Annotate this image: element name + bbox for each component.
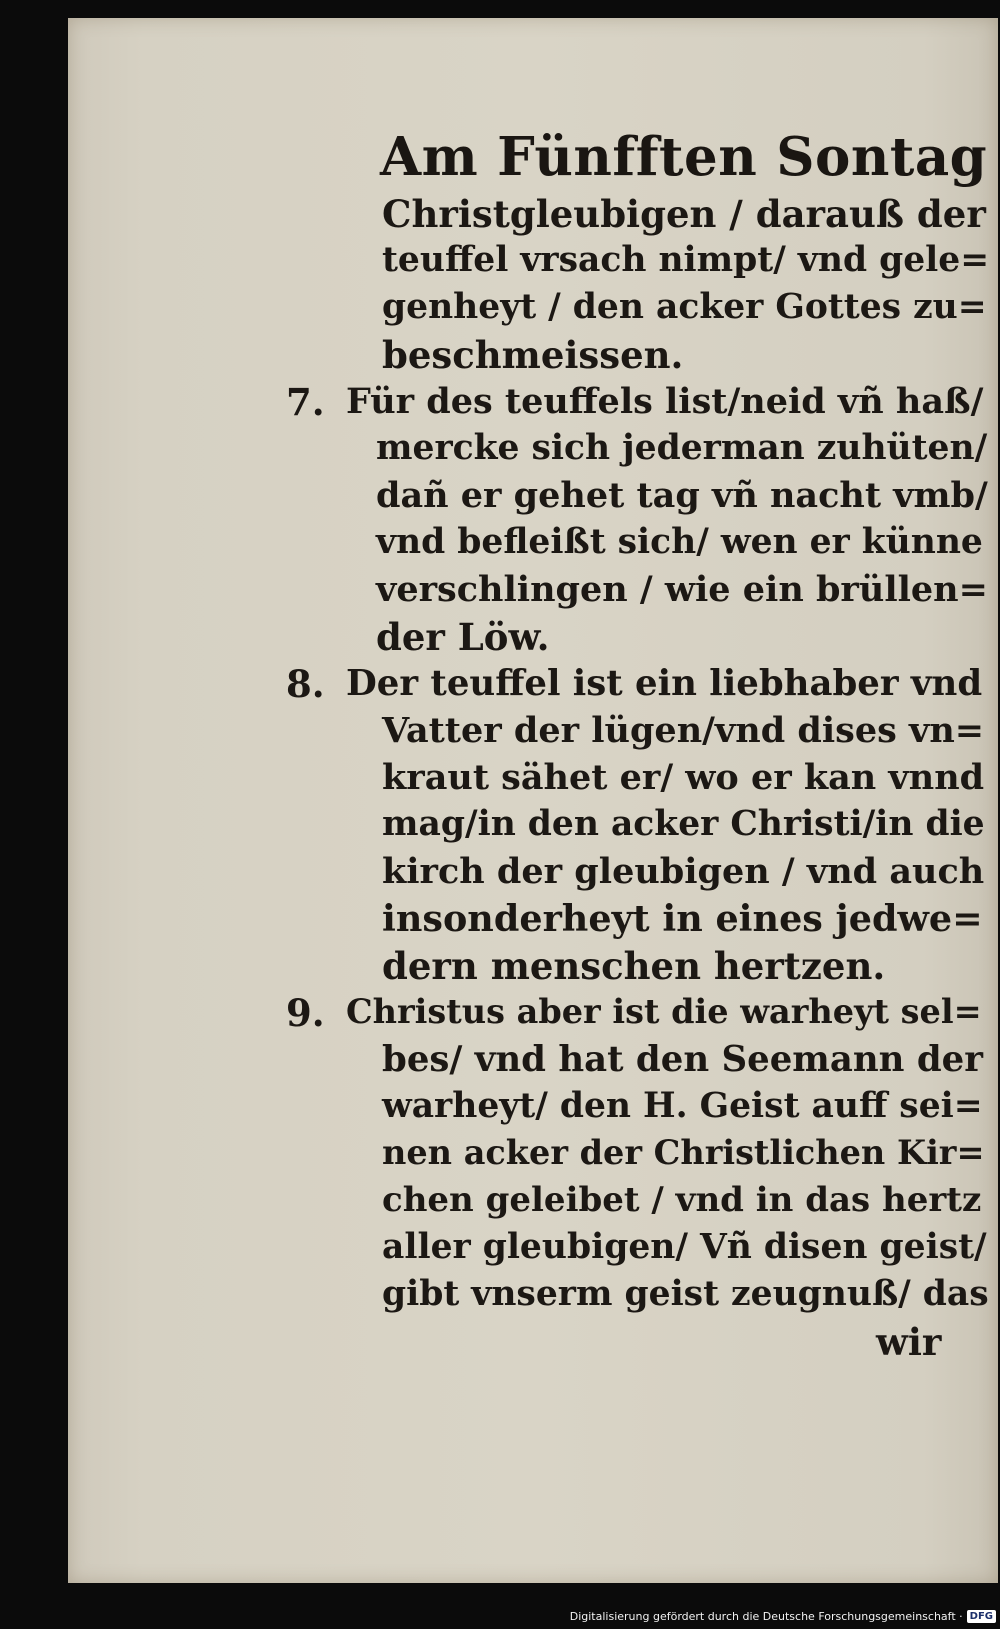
dfg-logo-icon: DFG — [967, 1610, 996, 1623]
text-line: nen acker der Christlichen Kir= — [382, 1133, 985, 1172]
paragraph-number: 9. — [286, 991, 325, 1035]
text-line: dern menschen hertzen. — [382, 944, 886, 988]
text-line: Vatter der lügen/vnd dises vn= — [382, 710, 985, 751]
text-line: kirch der gleubigen / vnd auch — [382, 851, 985, 892]
text-line: gibt vnserm geist zeugnuß/ das — [382, 1274, 989, 1314]
text-line: Christus aber ist die warheyt sel= — [346, 992, 982, 1031]
text-line: genheyt / den acker Gottes zu= — [382, 287, 987, 327]
text-line: verschlingen / wie ein brüllen= — [376, 569, 988, 610]
text-line: Der teuffel ist ein liebhaber vnd — [346, 663, 983, 704]
text-line: aller gleubigen/ Vñ disen geist/ — [382, 1227, 987, 1267]
text-line: chen geleibet / vnd in das hertz — [382, 1180, 982, 1220]
text-line: beschmeissen. — [382, 333, 684, 377]
text-line: mercke sich jederman zuhüten/ — [376, 428, 988, 468]
text-line: vnd befleißt sich/ wen er künne — [376, 522, 983, 562]
text-line: mag/in den acker Christi/in die — [382, 804, 985, 844]
digitization-credit — [570, 1607, 996, 1625]
credit-text: Digitalisierung gefördert durch die Deutsche Forschungsgemeinschaft · — [569, 1609, 963, 1623]
text-line: warheyt/ den H. Geist auff sei= — [382, 1086, 983, 1126]
paragraph-number: 7. — [286, 380, 325, 424]
text-line: kraut sähet er/ wo er kan vnnd — [382, 757, 985, 798]
text-line: bes/ vnd hat den Seemann der — [382, 1039, 983, 1080]
text-line: dañ er gehet tag vñ nacht vmb/ — [376, 475, 988, 516]
book-page — [68, 18, 998, 1583]
text-line: Für des teuffels list/neid vñ haß/ — [346, 381, 984, 422]
text-line: teuffel vrsach nimpt/ vnd gele= — [382, 240, 990, 280]
text-line: insonderheyt in eines jedwe= — [382, 897, 983, 940]
text-line: der Löw. — [376, 615, 550, 659]
text-line: Christgleubigen / darauß der — [382, 192, 986, 236]
paragraph-number: 8. — [286, 662, 325, 706]
catchword: wir — [876, 1320, 942, 1364]
running-head: Am Fünfften Sontag — [380, 126, 988, 188]
